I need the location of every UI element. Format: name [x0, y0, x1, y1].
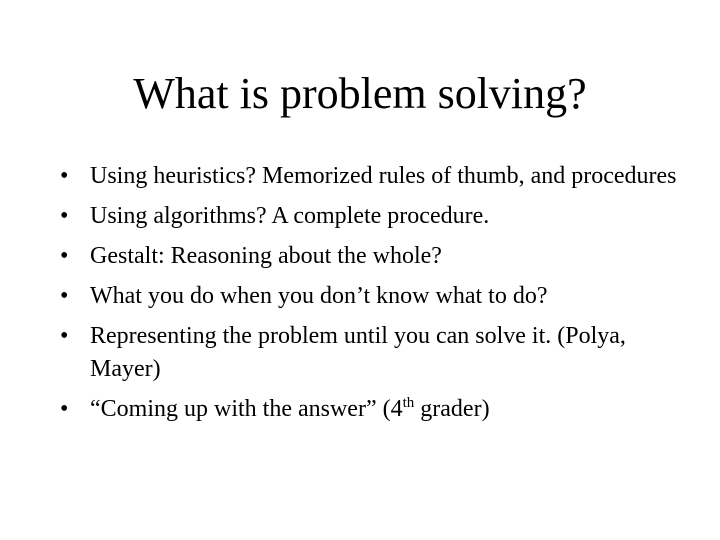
slide-title: What is problem solving? — [133, 69, 587, 118]
bullet-icon: • — [60, 243, 69, 269]
bullet-text: Representing the problem until you can solve it. (Polya, Mayer) — [90, 323, 626, 382]
bullet-text: Gestalt: Reasoning about the whole? — [90, 243, 442, 269]
bullet-icon: • — [60, 283, 69, 309]
bullet-item — [60, 200, 680, 233]
ordinal-superscript: th — [402, 395, 415, 411]
bullet-text: Using heuristics? Memorized rules of thumb, and procedures — [90, 163, 677, 189]
bullet-text: What you do when you don’t know what to do? — [90, 283, 548, 309]
bullet-item — [60, 160, 680, 193]
bullet-text-after: grader) — [414, 396, 490, 422]
bullet-text: Using algorithms? A complete procedure. — [90, 203, 490, 229]
bullet-icon: • — [60, 203, 69, 229]
bullet-text-before: “Coming up with the answer” (4 — [90, 396, 403, 422]
bullet-item — [60, 320, 680, 386]
bullet-item — [60, 393, 680, 426]
bullet-list — [60, 160, 680, 433]
bullet-icon: • — [60, 323, 69, 349]
bullet-item — [60, 240, 680, 273]
bullet-item — [60, 280, 680, 313]
bullet-icon: • — [60, 163, 69, 189]
bullet-icon: • — [60, 396, 69, 422]
bullet-text — [90, 396, 490, 422]
